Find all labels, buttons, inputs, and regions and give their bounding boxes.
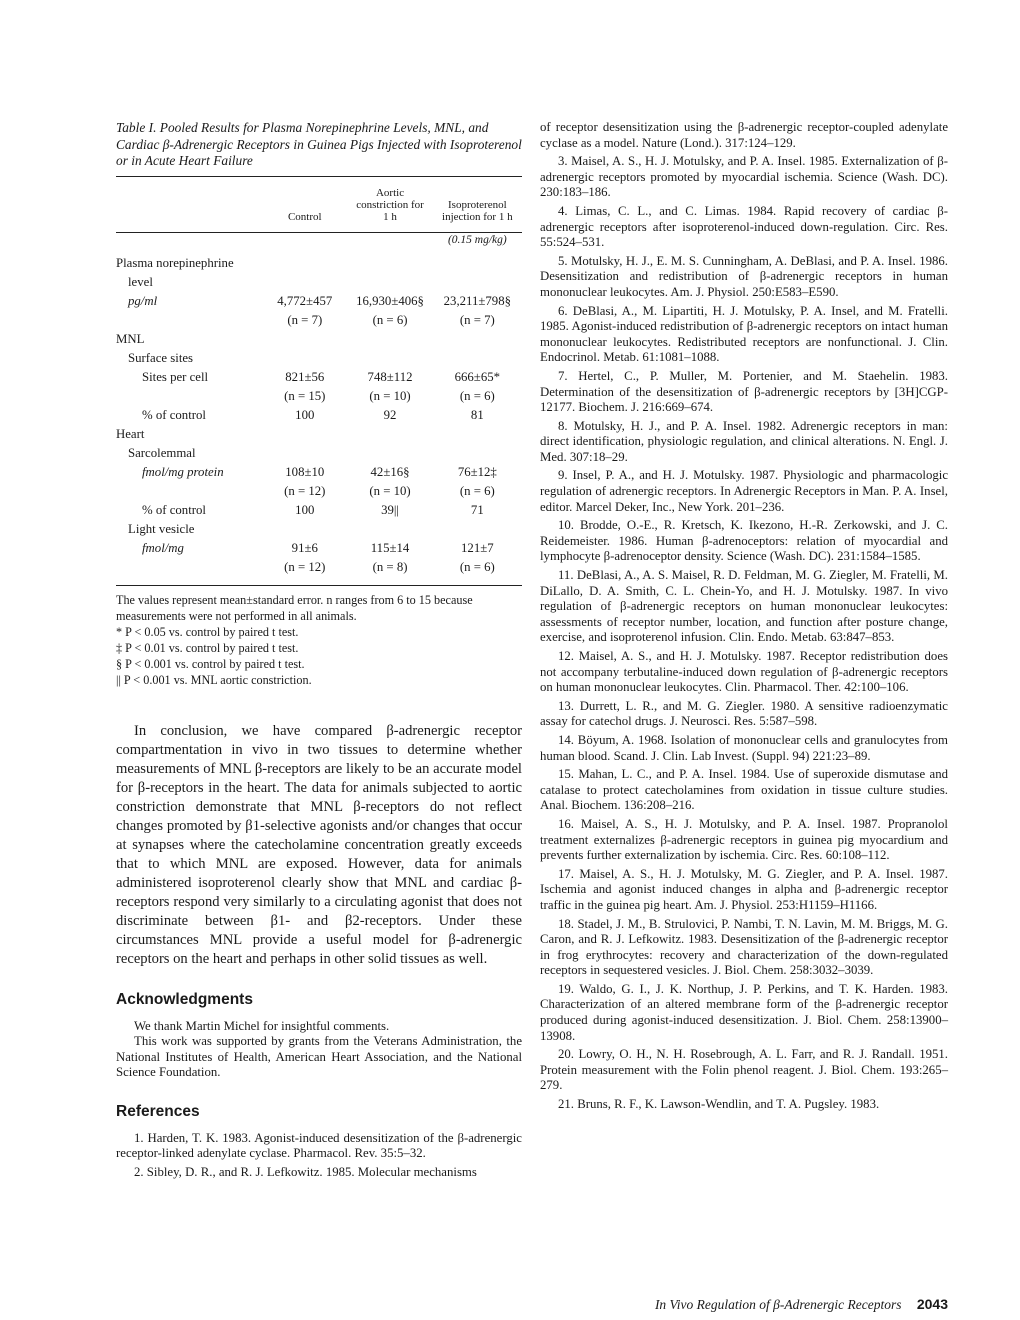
right-column-references: [540, 120, 948, 1116]
header-control: Control: [287, 210, 322, 223]
header-isoproterenol: Isoproterenol injection for 1 h: [442, 198, 513, 223]
row-label: Sites per cell: [142, 369, 209, 384]
table-row: [116, 522, 522, 541]
table-cell: (n = 6): [459, 559, 495, 574]
table-row: [116, 294, 522, 313]
table-caption: Table I. Pooled Results for Plasma Norepinephrine Levels, MNL, and Cardiac β-Adrenergic Receptors in Guinea Pigs Injected with Isoproterenol or in Acute Heart Failure: [116, 120, 522, 168]
table-cell: 71: [470, 502, 484, 517]
table-row: [116, 446, 522, 465]
table-row: [116, 503, 522, 522]
running-title: In Vivo Regulation of β-Adrenergic Receptors: [654, 1297, 902, 1312]
table-cell: (n = 6): [459, 483, 495, 498]
footnote-0: The values represent mean±standard error. n ranges from 6 to 15 because measurements were not performed in all animals.: [116, 592, 473, 623]
reference-item: 3. Maisel, A. S., H. J. Motulsky, and P. A. Insel. 1985. Externalization of β-adrenergic receptors promoted by myocardial ischemia. Science (Wash. DC). 230:183–186.: [540, 154, 948, 200]
table-row: [116, 465, 522, 484]
header-aortic: Aortic constriction for 1 h: [356, 186, 424, 223]
table-cell: 42±16§: [370, 464, 410, 479]
row-label: Sarcolemmal: [128, 445, 196, 460]
acknowledgments-heading: Acknowledgments: [116, 990, 253, 1008]
table-cell: (n = 7): [459, 312, 495, 327]
table-row: [116, 484, 522, 503]
table-cell: (n = 15): [284, 388, 326, 403]
table-cell: [347, 256, 432, 275]
table-cell: 81: [470, 407, 484, 422]
table-cell: [347, 351, 432, 370]
row-label: level: [128, 274, 153, 289]
table-row: [116, 332, 522, 351]
table-cell: 115±14: [370, 540, 410, 555]
dose-note: (0.15 mg/kg): [447, 233, 507, 246]
table-cell: (n = 12): [284, 559, 326, 574]
table-cell: 666±65*: [454, 369, 501, 384]
table-cell: 821±56: [285, 369, 325, 384]
table-cell: (n = 12): [284, 483, 326, 498]
reference-item: 5. Motulsky, H. J., E. M. S. Cunningham, A. DeBlasi, and P. A. Insel. 1986. Desensitization and redistribution of β-adrenergic receptors in human mononuclear leukocytes. Am. J. Physiol. 250:E583–E590.: [540, 253, 948, 299]
footnote-1: * P < 0.05 vs. control by paired t test.: [116, 624, 299, 639]
row-label: fmol/mg: [142, 540, 184, 555]
row-label: % of control: [142, 502, 206, 517]
table-row: [116, 389, 522, 408]
footnote-2: ‡ P < 0.01 vs. control by paired t test.: [116, 640, 299, 655]
table-cell: [262, 256, 347, 275]
reference-item: 9. Insel, P. A., and H. J. Motulsky. 1987. Physiologic and pharmacologic regulation of adrenergic receptors. In Adrenergic Receptors in Man. P. A. Insel, editor. Marcel Deker, Inc., New York. 201–236.: [540, 468, 948, 514]
table-cell: [347, 427, 432, 446]
table-cell: (n = 6): [459, 388, 495, 403]
table-cell: [433, 256, 522, 275]
reference-item: 8. Motulsky, H. J., and P. A. Insel. 1982. Adrenergic receptors in man: direct identification, physiologic regulation, and clinical alterations. N. Engl. J. Med. 307:18–29.: [540, 418, 948, 464]
table-cell: (n = 8): [372, 559, 408, 574]
row-label: [116, 484, 262, 503]
row-label: [116, 560, 262, 579]
table-cell: 100: [295, 407, 315, 422]
table-cell: [262, 522, 347, 541]
page-number: 2043: [916, 1296, 948, 1312]
footnote-3: § P < 0.001 vs. control by paired t test.: [116, 656, 305, 671]
conclusion-paragraph: In conclusion, we have compared β-adrenergic receptor compartmentation in vivo in two tissues to determine whether measurements of MNL β-receptors are likely to be an accurate model for β-receptors in the heart. The data for animals subjected to aortic constriction demonstrate that MNL β-receptors do not reflect changes promoted by β1-selective agonists and/or changes that occur at synapses where the catecholamine concentration greatly exceeds that to which MNL are exposed. However, data for animals administered isoproterenol clearly show that MNL and cardiac β-receptors respond very similarly to a circulating agonist that does not discriminate between β1- and β2-receptors. Under these circumstances MNL provide a useful model for β-adrenergic receptors on the heart and perhaps in other solid tissues as well.: [116, 722, 522, 967]
reference-item: 1. Harden, T. K. 1983. Agonist-induced desensitization of the β-adrenergic receptor-linked adenylate cyclase. Pharmacol. Rev. 35:5–32.: [116, 1130, 522, 1161]
table-cell: [347, 332, 432, 351]
table-cell: 16,930±406§: [356, 293, 424, 308]
row-label: % of control: [142, 407, 206, 422]
table-cell: [433, 522, 522, 541]
table-row: [116, 560, 522, 579]
acknowledgment-text-2: This work was supported by grants from the Veterans Administration, the National Institutes of Health, American Heart Association, and the National Science Foundation.: [116, 1034, 522, 1080]
reference-item: 18. Stadel, J. M., B. Strulovici, P. Nambi, T. N. Lavin, M. M. Briggs, M. G. Caron, and R. J. Lefkowitz. 1983. Desensitization of the β-adrenergic receptor in frog erythrocytes: recovery and characterization of the down-regulated receptors in sequestered vesicles. J. Biol. Chem. 258:3032–3039.: [540, 916, 948, 978]
row-label: Plasma norepinephrine: [116, 255, 234, 270]
row-label: pg/ml: [128, 293, 158, 308]
reference-item: 11. DeBlasi, A., A. S. Maisel, R. D. Feldman, M. G. Ziegler, M. Fratelli, M. DiLallo, D. A. Smith, C. L. Chein-Yo, and H. J. Motulsky. 1987. In vivo regulation of β-adrenergic receptors on human mononuclear leukocytes: assessments of receptor number, location, and function after posture change, exercise, and isoproterenol infusion. Clin. Endo. Metab. 63:847–853.: [540, 568, 948, 645]
table-cell: [262, 351, 347, 370]
table-cell: [262, 446, 347, 465]
table-row: [116, 313, 522, 332]
table-cell: [347, 275, 432, 294]
row-label: [116, 389, 262, 408]
table-cell: [262, 427, 347, 446]
table-cell: (n = 10): [369, 483, 411, 498]
table-cell: 100: [295, 502, 315, 517]
reference-item: 7. Hertel, C., P. Muller, M. Portenier, and M. Staehelin. 1983. Determination of the desensitization of β-adrenergic receptors by [3H]CGP-12177. Biochem. J. 216:669–674.: [540, 368, 948, 415]
reference-item: 2. Sibley, D. R., and R. J. Lefkowitz. 1985. Molecular mechanisms: [134, 1165, 477, 1180]
row-label: Heart: [116, 426, 145, 441]
reference-item: 6. DeBlasi, A., M. Lipartiti, H. J. Motulsky, P. A. Insel, and M. Fratelli. 1985. Agonist-induced redistribution of β-adrenergic receptors on intact human mononuclear leukocytes. Redistributed receptors are nonfunctional. J. Clin. Endocrinol. Metab. 61:1081–1088.: [540, 303, 948, 365]
table-cell: [262, 275, 347, 294]
table-cell: (n = 10): [369, 388, 411, 403]
table-row: [116, 370, 522, 389]
acknowledgment-text-1: We thank Martin Michel for insightful comments.: [134, 1018, 390, 1033]
table-cell: (n = 7): [287, 312, 323, 327]
reference-item: 4. Limas, C. L., and C. Limas. 1984. Rapid recovery of cardiac β-adrenergic receptors after isoproterenol-induced down-regulation. Circ. Res. 55:524–531.: [540, 203, 948, 250]
references-heading: References: [116, 1102, 200, 1120]
row-label: Light vesicle: [128, 521, 195, 536]
row-label: [116, 313, 262, 332]
table-header-row: [116, 177, 522, 226]
table-row: [116, 541, 522, 560]
table-footnotes: [116, 592, 522, 688]
reference-item: 20. Lowry, O. H., N. H. Rosebrough, A. L. Farr, and R. J. Randall. 1951. Protein measurement with the Folin phenol reagent. J. Biol. Chem. 193:265–279.: [540, 1047, 948, 1093]
reference-item: of receptor desensitization using the β-adrenergic receptor-coupled adenylate cyclase as a model. Nature (Lond.). 317:124–129.: [540, 120, 948, 150]
table-cell: [347, 522, 432, 541]
reference-item: 16. Maisel, A. S., H. J. Motulsky, and P. A. Insel. 1987. Propranolol treatment externalizes β-adrenergic receptors in guinea pig myocardium and prevents further externalization by ischemia. Circ. Res. 60:108–112.: [540, 816, 948, 863]
table-row: [116, 256, 522, 275]
table-cell: 4,772±457: [277, 293, 333, 308]
table-cell: [433, 275, 522, 294]
table-cell: (n = 6): [372, 312, 408, 327]
reference-item: 10. Brodde, O.-E., R. Kretsch, K. Ikezono, H.-R. Zerkowski, and J. C. Reidemeister. 1986. Human β-adrenoceptors: relation of myocardial and lymphocyte β-adrenoceptor density. Science (Wash. DC). 231:1584–1585.: [540, 518, 948, 564]
table-cell: [433, 427, 522, 446]
table-row: [116, 408, 522, 427]
footnote-4: || P < 0.001 vs. MNL aortic constriction.: [116, 672, 312, 687]
row-label: fmol/mg protein: [142, 464, 224, 479]
table-cell: 39||: [381, 502, 399, 517]
table-cell: 92: [383, 407, 397, 422]
reference-item: 19. Waldo, G. I., J. K. Northup, J. P. Perkins, and T. K. Harden. 1983. Characterization of an altered membrane form of the β-adrenergic receptor produced during agonist-induced desensitization. J. Biol. Chem. 258:13900–13908.: [540, 981, 948, 1043]
row-label: MNL: [116, 331, 145, 346]
table-row: [116, 427, 522, 446]
table-cell: 23,211±798§: [443, 293, 511, 308]
table-cell: 748±112: [367, 369, 413, 384]
reference-item: 12. Maisel, A. S., and H. J. Motulsky. 1987. Receptor redistribution does not accompany terbutaline-induced down regulation of β-adrenergic receptors on human mononuclear leukocytes. Clin. Pharmacol. Ther. 42:100–106.: [540, 649, 948, 695]
table-cell: 121±7: [461, 540, 494, 555]
reference-item: 15. Mahan, L. C., and P. A. Insel. 1984. Use of superoxide dismutase and catalase to protect catecholamines from oxidation in tissue culture studies. Anal. Biochem. 136:208–216.: [540, 767, 948, 813]
page-footer: [655, 1296, 948, 1313]
reference-item: 13. Durrett, L. R., and M. G. Ziegler. 1980. A sensitive radioenzymatic assay for catechol drugs. J. Neurosci. Res. 5:587–598.: [540, 698, 948, 729]
table-row: [116, 275, 522, 294]
table-cell: [347, 446, 432, 465]
results-table-body: [116, 256, 522, 579]
table-cell: [433, 332, 522, 351]
table-bottom-rule: [116, 585, 522, 586]
table-cell: [262, 332, 347, 351]
reference-item: 17. Maisel, A. S., H. J. Motulsky, M. G. Ziegler, and P. A. Insel. 1987. Ischemia and agonist induced changes in alpha and β-adrenergic receptor traffic in the guinea pig heart. Am. J. Physiol. 253:H1159–H1166.: [540, 866, 948, 912]
table-cell: 76±12‡: [457, 464, 497, 479]
row-label: Surface sites: [128, 350, 194, 365]
left-column: [116, 120, 522, 1184]
table-cell: 91±6: [291, 540, 318, 555]
table-header-rule: [116, 232, 522, 233]
table-cell: [433, 446, 522, 465]
table-row: [116, 351, 522, 370]
reference-item: 14. Böyum, A. 1968. Isolation of mononuclear cells and granulocytes from human blood. Scand. J. Clin. Lab Invest. (Suppl. 94) 221:23–89.: [540, 732, 948, 763]
table-cell: [433, 351, 522, 370]
reference-item: 21. Bruns, R. F., K. Lawson-Wendlin, and T. A. Pugsley. 1983.: [558, 1097, 880, 1112]
table-cell: 108±10: [285, 464, 325, 479]
results-table: [116, 177, 522, 256]
